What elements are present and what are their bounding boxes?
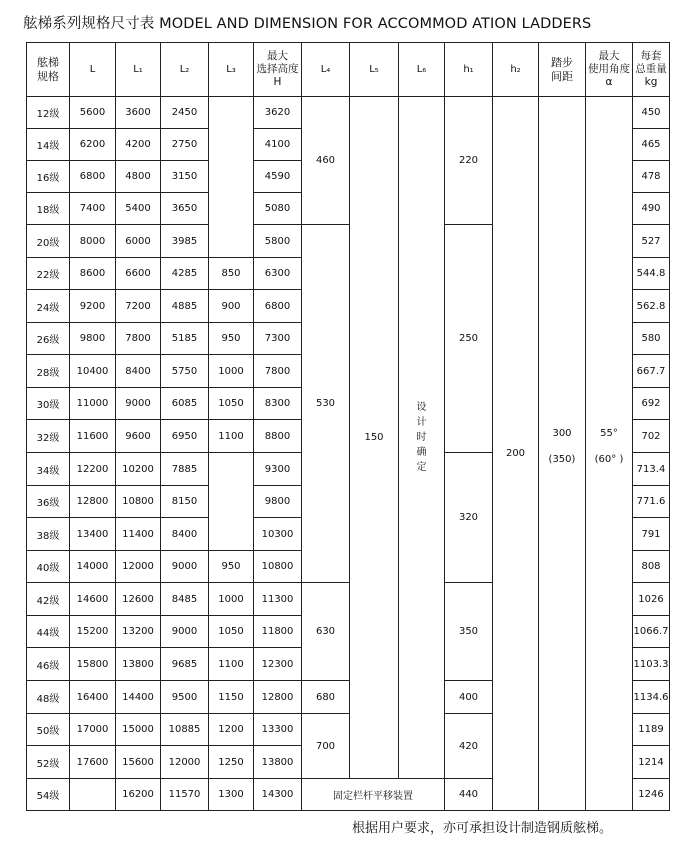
cell-l1: 11400 bbox=[116, 518, 161, 551]
cell-h1: 400 bbox=[445, 681, 493, 714]
cell-h1: 350 bbox=[445, 583, 493, 681]
cell-max-height: 13300 bbox=[254, 714, 302, 746]
cell-max-height: 11800 bbox=[254, 616, 302, 648]
cell-l2: 3150 bbox=[161, 161, 209, 193]
cell-l3: 1050 bbox=[209, 616, 254, 648]
specification-table bbox=[26, 42, 670, 811]
cell-l2: 8400 bbox=[161, 518, 209, 551]
cell-l2: 11570 bbox=[161, 779, 209, 811]
cell-l4: 700 bbox=[302, 714, 350, 779]
header-max-height: 最大 选择高度 H bbox=[254, 43, 302, 97]
cell-l2: 12000 bbox=[161, 746, 209, 779]
cell-l1: 7200 bbox=[116, 290, 161, 323]
cell-max-height: 8800 bbox=[254, 420, 302, 453]
cell-l1: 5400 bbox=[116, 193, 161, 225]
header-h1: h₁ bbox=[445, 43, 493, 97]
cell-l3: 950 bbox=[209, 551, 254, 583]
cell-l: 17000 bbox=[70, 714, 116, 746]
cell-l1: 9000 bbox=[116, 388, 161, 420]
cell-weight: 1134.6 bbox=[633, 681, 670, 714]
cell-l1: 9600 bbox=[116, 420, 161, 453]
cell-l1: 3600 bbox=[116, 97, 161, 129]
cell-h2: 200 bbox=[493, 97, 539, 811]
cell-fixed-railing: 固定栏杆平移装置 bbox=[302, 779, 445, 811]
cell-spec: 24级 bbox=[27, 290, 70, 323]
cell-weight: 791 bbox=[633, 518, 670, 551]
cell-l4: 460 bbox=[302, 97, 350, 225]
cell-l3: 850 bbox=[209, 258, 254, 290]
cell-l2: 9000 bbox=[161, 551, 209, 583]
page-title: 舷梯系列规格尺寸表 MODEL AND DIMENSION FOR ACCOMMOD ATION LADDERS bbox=[23, 16, 592, 32]
cell-l: 14600 bbox=[70, 583, 116, 616]
header-spec: 舷梯 规格 bbox=[27, 43, 70, 97]
cell-h1: 250 bbox=[445, 225, 493, 453]
cell-max-height: 12300 bbox=[254, 648, 302, 681]
cell-l4: 630 bbox=[302, 583, 350, 681]
cell-l1: 13200 bbox=[116, 616, 161, 648]
cell-l4: 530 bbox=[302, 225, 350, 583]
cell-l: 17600 bbox=[70, 746, 116, 779]
cell-spec: 52级 bbox=[27, 746, 70, 779]
cell-l1: 15000 bbox=[116, 714, 161, 746]
cell-l2: 5185 bbox=[161, 323, 209, 355]
cell-l2: 8485 bbox=[161, 583, 209, 616]
cell-spec: 46级 bbox=[27, 648, 70, 681]
cell-l1: 14400 bbox=[116, 681, 161, 714]
cell-l2: 2750 bbox=[161, 129, 209, 161]
footer-note: 根据用户要求，亦可承担设计制造钢质舷梯。 bbox=[352, 821, 613, 836]
cell-weight: 771.6 bbox=[633, 486, 670, 518]
cell-l1: 8400 bbox=[116, 355, 161, 388]
cell-spec: 44级 bbox=[27, 616, 70, 648]
cell-l3: 1250 bbox=[209, 746, 254, 779]
cell-l: 16400 bbox=[70, 681, 116, 714]
header-l6: L₆ bbox=[399, 43, 445, 97]
cell-spec: 50级 bbox=[27, 714, 70, 746]
cell-l: 12800 bbox=[70, 486, 116, 518]
cell-weight: 544.8 bbox=[633, 258, 670, 290]
cell-weight: 713.4 bbox=[633, 453, 670, 486]
cell-l2: 9685 bbox=[161, 648, 209, 681]
cell-spec: 30级 bbox=[27, 388, 70, 420]
cell-step-spacing: 300 (350) bbox=[539, 97, 586, 811]
cell-l3: 1100 bbox=[209, 648, 254, 681]
cell-l2: 5750 bbox=[161, 355, 209, 388]
cell-h1: 320 bbox=[445, 453, 493, 583]
cell-l3: 1000 bbox=[209, 583, 254, 616]
cell-max-height: 7300 bbox=[254, 323, 302, 355]
cell-l3: 1200 bbox=[209, 714, 254, 746]
cell-l3-blank bbox=[209, 453, 254, 551]
header-l1: L₁ bbox=[116, 43, 161, 97]
cell-weight: 1026 bbox=[633, 583, 670, 616]
cell-spec: 28级 bbox=[27, 355, 70, 388]
cell-l1: 12000 bbox=[116, 551, 161, 583]
cell-weight: 562.8 bbox=[633, 290, 670, 323]
cell-l6: 设 计 时 确 定 bbox=[399, 97, 445, 779]
cell-max-angle: 55° (60° ) bbox=[586, 97, 633, 811]
cell-l3: 1000 bbox=[209, 355, 254, 388]
cell-spec: 26级 bbox=[27, 323, 70, 355]
cell-max-height: 9800 bbox=[254, 486, 302, 518]
cell-max-height: 12800 bbox=[254, 681, 302, 714]
cell-l1: 15600 bbox=[116, 746, 161, 779]
header-weight: 每套 总重量 kg bbox=[633, 43, 670, 97]
cell-spec: 14级 bbox=[27, 129, 70, 161]
cell-spec: 18级 bbox=[27, 193, 70, 225]
header-l4: L₄ bbox=[302, 43, 350, 97]
cell-spec: 32级 bbox=[27, 420, 70, 453]
cell-spec: 34级 bbox=[27, 453, 70, 486]
cell-l1: 6000 bbox=[116, 225, 161, 258]
cell-l2: 2450 bbox=[161, 97, 209, 129]
cell-spec: 38级 bbox=[27, 518, 70, 551]
header-step-spacing: 踏步 间距 bbox=[539, 43, 586, 97]
header-l3: L₃ bbox=[209, 43, 254, 97]
cell-l1: 6600 bbox=[116, 258, 161, 290]
cell-spec: 16级 bbox=[27, 161, 70, 193]
cell-weight: 527 bbox=[633, 225, 670, 258]
cell-spec: 54级 bbox=[27, 779, 70, 811]
header-l2: L₂ bbox=[161, 43, 209, 97]
cell-l2: 9000 bbox=[161, 616, 209, 648]
cell-l3: 1100 bbox=[209, 420, 254, 453]
cell-max-height: 4590 bbox=[254, 161, 302, 193]
cell-l2: 6085 bbox=[161, 388, 209, 420]
cell-l3: 1050 bbox=[209, 388, 254, 420]
cell-l: 8000 bbox=[70, 225, 116, 258]
cell-weight: 1189 bbox=[633, 714, 670, 746]
cell-max-height: 9300 bbox=[254, 453, 302, 486]
cell-weight: 1103.3 bbox=[633, 648, 670, 681]
cell-max-height: 7800 bbox=[254, 355, 302, 388]
header-h2: h₂ bbox=[493, 43, 539, 97]
cell-max-height: 10800 bbox=[254, 551, 302, 583]
table-row bbox=[27, 97, 670, 129]
cell-l1: 10200 bbox=[116, 453, 161, 486]
cell-weight: 450 bbox=[633, 97, 670, 129]
cell-max-height: 5800 bbox=[254, 225, 302, 258]
cell-max-height: 6800 bbox=[254, 290, 302, 323]
cell-l: 6800 bbox=[70, 161, 116, 193]
cell-l bbox=[70, 779, 116, 811]
cell-l5: 150 bbox=[350, 97, 399, 779]
cell-l1: 4800 bbox=[116, 161, 161, 193]
cell-max-height: 5080 bbox=[254, 193, 302, 225]
cell-l: 12200 bbox=[70, 453, 116, 486]
cell-spec: 22级 bbox=[27, 258, 70, 290]
cell-l: 8600 bbox=[70, 258, 116, 290]
cell-h1: 220 bbox=[445, 97, 493, 225]
header-l5: L₅ bbox=[350, 43, 399, 97]
cell-max-height: 11300 bbox=[254, 583, 302, 616]
cell-h1: 420 bbox=[445, 714, 493, 779]
cell-weight: 667.7 bbox=[633, 355, 670, 388]
cell-l: 9800 bbox=[70, 323, 116, 355]
cell-spec: 48级 bbox=[27, 681, 70, 714]
cell-l2: 6950 bbox=[161, 420, 209, 453]
cell-weight: 580 bbox=[633, 323, 670, 355]
cell-l: 11600 bbox=[70, 420, 116, 453]
cell-spec: 40级 bbox=[27, 551, 70, 583]
header-l: L bbox=[70, 43, 116, 97]
cell-l1: 4200 bbox=[116, 129, 161, 161]
cell-l: 7400 bbox=[70, 193, 116, 225]
cell-max-height: 14300 bbox=[254, 779, 302, 811]
cell-l: 14000 bbox=[70, 551, 116, 583]
cell-l: 5600 bbox=[70, 97, 116, 129]
cell-l2: 7885 bbox=[161, 453, 209, 486]
cell-spec: 12级 bbox=[27, 97, 70, 129]
cell-spec: 42级 bbox=[27, 583, 70, 616]
cell-l: 15200 bbox=[70, 616, 116, 648]
cell-weight: 1214 bbox=[633, 746, 670, 779]
cell-weight: 490 bbox=[633, 193, 670, 225]
cell-l3: 900 bbox=[209, 290, 254, 323]
cell-max-height: 13800 bbox=[254, 746, 302, 779]
cell-weight: 1246 bbox=[633, 779, 670, 811]
cell-spec: 36级 bbox=[27, 486, 70, 518]
cell-max-height: 10300 bbox=[254, 518, 302, 551]
header-max-angle: 最大 使用角度 α bbox=[586, 43, 633, 97]
cell-l: 6200 bbox=[70, 129, 116, 161]
cell-l1: 13800 bbox=[116, 648, 161, 681]
cell-max-height: 3620 bbox=[254, 97, 302, 129]
cell-l3-blank bbox=[209, 97, 254, 258]
cell-l1: 16200 bbox=[116, 779, 161, 811]
cell-l: 9200 bbox=[70, 290, 116, 323]
cell-max-height: 6300 bbox=[254, 258, 302, 290]
cell-l1: 10800 bbox=[116, 486, 161, 518]
cell-weight: 1066.7 bbox=[633, 616, 670, 648]
cell-l2: 8150 bbox=[161, 486, 209, 518]
cell-l3: 950 bbox=[209, 323, 254, 355]
cell-l4: 680 bbox=[302, 681, 350, 714]
cell-l2: 3650 bbox=[161, 193, 209, 225]
cell-l1: 12600 bbox=[116, 583, 161, 616]
cell-spec: 20级 bbox=[27, 225, 70, 258]
cell-l: 13400 bbox=[70, 518, 116, 551]
cell-weight: 465 bbox=[633, 129, 670, 161]
cell-weight: 702 bbox=[633, 420, 670, 453]
cell-max-height: 8300 bbox=[254, 388, 302, 420]
cell-weight: 478 bbox=[633, 161, 670, 193]
cell-l: 15800 bbox=[70, 648, 116, 681]
cell-max-height: 4100 bbox=[254, 129, 302, 161]
cell-l3: 1150 bbox=[209, 681, 254, 714]
cell-l2: 4285 bbox=[161, 258, 209, 290]
cell-weight: 808 bbox=[633, 551, 670, 583]
cell-l2: 10885 bbox=[161, 714, 209, 746]
cell-weight: 692 bbox=[633, 388, 670, 420]
cell-l2: 9500 bbox=[161, 681, 209, 714]
cell-l2: 3985 bbox=[161, 225, 209, 258]
cell-l: 10400 bbox=[70, 355, 116, 388]
cell-l3: 1300 bbox=[209, 779, 254, 811]
cell-l2: 4885 bbox=[161, 290, 209, 323]
cell-l1: 7800 bbox=[116, 323, 161, 355]
cell-l: 11000 bbox=[70, 388, 116, 420]
cell-h1: 440 bbox=[445, 779, 493, 811]
